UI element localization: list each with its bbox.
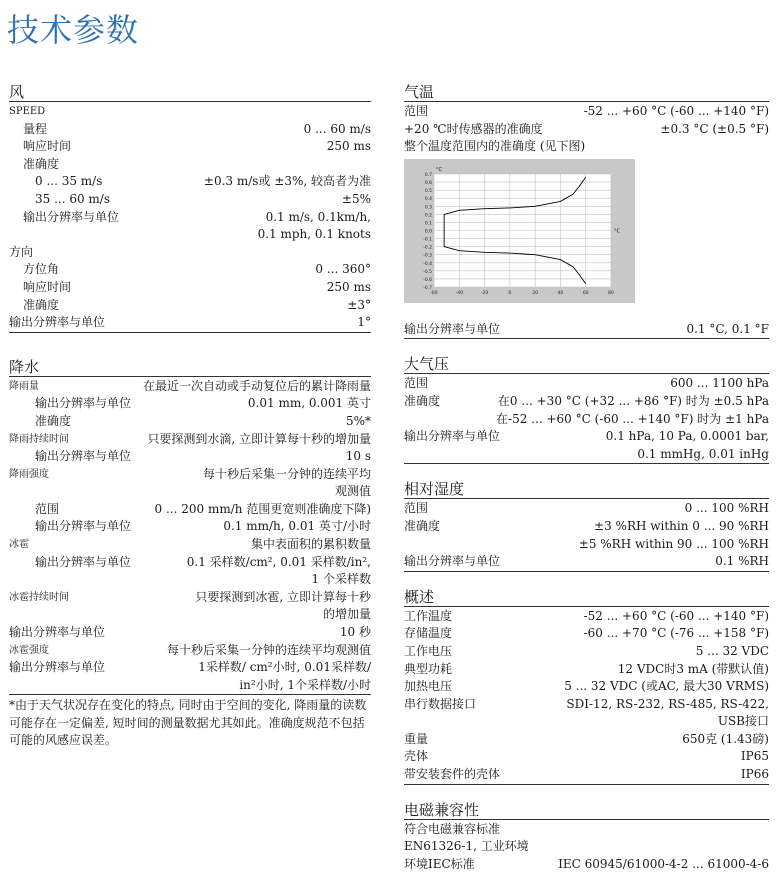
spec-value: 0.1 °C, 0.1 °F (686, 321, 769, 336)
spec-label: 范围 (404, 104, 429, 118)
spec-label: 冰雹持续时间 (9, 591, 69, 603)
spec-label: 重量 (404, 731, 429, 746)
spec-label: 环境IEC标准 (404, 856, 475, 871)
spec-label: 范围 (404, 376, 429, 391)
spec-value: -52 ... +60 °C (-60 ... +140 °F) (583, 104, 769, 118)
spec-label: 输出分辨率与单位 (35, 554, 132, 569)
spec-value: 在-52 ... +60 °C (-60 ... +140 °F) 时为 ±1 hPa (496, 411, 769, 426)
spec-label: 降雨量 (9, 380, 39, 392)
spec-label: 输出分辨率与单位 (35, 519, 132, 534)
spec-value: 0 ... 360° (315, 262, 371, 277)
spec-value: 10 秒 (339, 625, 371, 640)
section-humidity-title: 相对湿度 (404, 481, 769, 499)
spec-label: 存储温度 (404, 626, 453, 641)
temperature-accuracy-chart-svg (404, 159, 635, 303)
spec-value: 0 ... 60 m/s (303, 121, 371, 136)
chart-x-tick-label: 20 (532, 290, 539, 296)
spec-label: 输出分辨率与单位 (404, 429, 501, 444)
spec-value: 0.01 mm, 0.001 英寸 (247, 396, 371, 411)
chart-y-tick-label: 0.7 (424, 172, 432, 178)
spec-value: 1采样数/ cm²小时, 0.01采样数/ in²小时, 1个采样数/小时 (198, 660, 371, 692)
spec-label: 输出分辨率与单位 (35, 449, 132, 464)
precip-footnote: *由于天气状况存在变化的特点, 同时由于空间的变化, 降雨量的读数可能存在一定偏差, 短时间的测量数据尤其如此。准确度规范不包括可能的风感应误差。 (9, 698, 367, 748)
spec-value: 1° (357, 315, 371, 330)
wind-speed-label: SPEED (9, 106, 46, 117)
spec-value: 650克 (1.43磅) (682, 731, 769, 746)
chart-x-tick-label: -20 (480, 290, 489, 296)
spec-label: 冰雹强度 (9, 644, 49, 656)
spec-value: SDI-12, RS-232, RS-485, RS-422, USB接口 (566, 696, 769, 729)
spec-value: 250 ms (326, 139, 371, 154)
chart-y-unit: °C (436, 166, 442, 173)
section-precip-title: 降水 (9, 359, 371, 377)
temperature-accuracy-chart (404, 159, 635, 303)
spec-label: +20 ℃时传感器的准确度 (404, 121, 543, 136)
spec-value: ±3° (347, 297, 371, 312)
chart-y-tick-label: 0.5 (424, 188, 432, 194)
spec-value: 只要探测到水滴, 立即计算每十秒的增加量 (147, 431, 371, 446)
chart-y-tick-label: -0.7 (423, 285, 432, 291)
spec-value: 10 s (345, 449, 371, 464)
chart-y-tick-label: -0.6 (423, 277, 432, 283)
spec-value: 每十秒后采集一分钟的连续平均观测值 (166, 642, 371, 657)
spec-label: 0 ... 35 m/s (35, 174, 103, 189)
spec-label: 串行数据接口 (404, 696, 477, 711)
spec-value: ±3 %RH within 0 ... 90 %RH (594, 518, 769, 533)
spec-label: 响应时间 (23, 279, 72, 294)
chart-y-tick-label: 0.3 (424, 205, 432, 211)
spec-value: ±0.3 °C (±0.5 °F) (660, 121, 769, 136)
page-title: 技术参数 (7, 11, 140, 49)
spec-label: 整个温度范围内的准确度 (见下图) (404, 139, 586, 154)
chart-y-tick-label: 0.2 (424, 213, 432, 219)
spec-value: 0 ... 100 %RH (684, 501, 769, 516)
spec-label: 冰雹 (9, 539, 29, 551)
section-general-title: 概述 (404, 589, 769, 607)
spec-value: 0 ... 200 mm/h 范围更宽则准确度下降) (154, 501, 371, 516)
spec-label: 输出分辨率与单位 (404, 321, 501, 336)
spec-label: 工作电压 (404, 643, 453, 658)
spec-label: 降雨强度 (9, 468, 49, 480)
chart-y-tick-label: -0.1 (423, 237, 432, 243)
spec-value: ±5% (341, 191, 371, 206)
chart-x-tick-label: 40 (557, 290, 564, 296)
spec-value: 0.1 采样数/cm², 0.01 采样数/in², 1 个采样数 (186, 554, 371, 587)
spec-label: 输出分辨率与单位 (35, 396, 132, 411)
spec-value: 5 ... 32 VDC (695, 643, 769, 658)
spec-value: 0.1 hPa, 10 Pa, 0.0001 bar, 0.1 mmHg, 0.01 inHg (605, 429, 769, 461)
left-column (9, 84, 371, 750)
chart-y-tick-label: 0.6 (424, 180, 432, 186)
spec-value: ±5 %RH within 90 ... 100 %RH (578, 536, 769, 551)
spec-value: 5 ... 32 VDC (或AC, 最大30 VRMS) (564, 679, 769, 694)
spec-label: 输出分辨率与单位 (9, 315, 106, 330)
spec-label: EN61326-1, 工业环境 (404, 839, 529, 854)
spec-label: 准确度 (35, 413, 72, 428)
spec-label: 范围 (404, 501, 429, 516)
spec-label: 工作温度 (404, 608, 453, 623)
spec-value: 12 VDC时3 mA (带默认值) (617, 661, 769, 676)
spec-label: 输出分辨率与单位 (9, 625, 106, 640)
spec-value: IP65 (740, 749, 769, 764)
spec-value: -60 ... +70 °C (-76 ... +158 °F) (583, 626, 769, 641)
section-wind-title: 风 (9, 84, 371, 102)
spec-value: 600 ... 1100 hPa (670, 376, 769, 391)
chart-y-tick-label: 0.4 (424, 196, 432, 202)
spec-label: 量程 (23, 121, 48, 136)
spec-label: 响应时间 (23, 139, 72, 154)
spec-label: 输出分辨率与单位 (9, 660, 106, 675)
chart-y-tick-label: -0.4 (423, 261, 432, 267)
spec-value: 在0 ... +30 °C (+32 ... +86 °F) 时为 ±0.5 hPa (497, 393, 769, 408)
chart-y-tick-label: 0.1 (424, 221, 432, 227)
spec-label: 符合电磁兼容标准 (404, 821, 501, 836)
spec-value: 0.1 %RH (715, 554, 769, 569)
spec-value: 在最近一次自动或手动复位后的累计降雨量 (142, 378, 371, 393)
section-emc-title: 电磁兼容性 (404, 802, 769, 820)
spec-label: 准确度 (404, 518, 441, 533)
chart-x-unit: °C (614, 228, 620, 235)
spec-value: 5%* (345, 413, 371, 428)
chart-x-tick-label: 0 (508, 290, 512, 296)
spec-label: 方位角 (23, 262, 60, 277)
spec-label: 典型功耗 (404, 661, 453, 676)
spec-value: 0.1 mm/h, 0.01 英寸/小时 (223, 519, 371, 534)
spec-value: IEC 60945/61000-4-2 ... 61000-4-6 (558, 856, 769, 871)
spec-value: 只要探测到冰雹, 立即计算每十秒 的增加量 (195, 589, 371, 622)
wind-direction-label: 方向 (9, 244, 34, 259)
chart-y-tick-label: -0.2 (423, 245, 432, 251)
right-column (404, 84, 769, 873)
chart-x-tick-label: -60 (430, 290, 438, 296)
spec-label: 准确度 (23, 297, 60, 312)
spec-value: IP66 (740, 767, 769, 782)
spec-label: 降雨持续时间 (9, 433, 69, 445)
chart-x-tick-label: 60 (582, 290, 589, 296)
spec-label: 范围 (35, 501, 60, 516)
spec-label: 准确度 (404, 393, 441, 408)
section-pressure-title: 大气压 (404, 356, 769, 374)
section-temp-title: 气温 (404, 84, 769, 102)
chart-x-tick-label: -40 (455, 290, 463, 296)
spec-label: 壳体 (404, 749, 429, 764)
spec-value: 0.1 m/s, 0.1km/h, 0.1 mph, 0.1 knots (257, 209, 371, 242)
spec-value: 集中表面积的累积数量 (250, 537, 371, 552)
spec-value: 250 ms (326, 279, 371, 294)
spec-label: 带安装套件的壳体 (404, 767, 501, 782)
spec-label: 输出分辨率与单位 (404, 554, 501, 569)
spec-label: 输出分辨率与单位 (23, 209, 120, 224)
chart-y-tick-label: -0.3 (423, 253, 432, 259)
chart-x-tick-label: 80 (608, 290, 614, 296)
spec-label: 加热电压 (404, 679, 453, 694)
chart-y-tick-label: -0.5 (423, 269, 432, 275)
spec-label: 35 ... 60 m/s (35, 191, 111, 206)
spec-value: -52 ... +60 °C (-60 ... +140 °F) (583, 608, 769, 623)
spec-value: 每十秒后采集一分钟的连续平均 观测值 (202, 466, 371, 499)
chart-y-tick-label: 0.0 (424, 229, 432, 235)
spec-label: 准确度 (23, 156, 60, 171)
spec-value: ±0.3 m/s或 ±3%, 较高者为准 (203, 174, 371, 189)
